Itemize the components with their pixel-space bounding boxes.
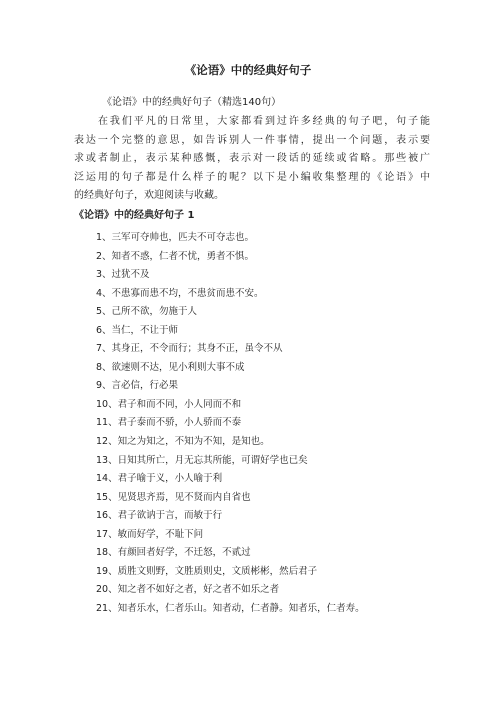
list-item: 4、不患寡而患不均，不患贫而患不安。 [96,287,264,299]
intro-line: 求或者制止，表示某种感慨，表示对一段话的延续或省略。那些被广 [74,153,430,164]
list-item: 8、欲速则不达，见小利则大事不成 [96,361,245,373]
list-item: 7、其身正，不令而行；其身不正，虽令不从 [96,343,283,355]
list-item: 10、君子和而不同，小人同而不和 [96,398,242,410]
intro-line: 表达一个完整的意思，如告诉别人一件事情，提出一个问题，表示要 [74,134,430,146]
list-item: 21、知者乐水，仁者乐山。知者动，仁者静。知者乐，仁者寿。 [96,602,365,614]
intro-line: 的经典好句子，欢迎阅读与收藏。 [74,190,224,201]
document-subtitle: 《论语》中的经典好句子（精选140句） [102,97,282,108]
list-item: 5、己所不欲，勿施于人 [96,306,198,318]
list-item: 11、君子泰而不骄，小人骄而不泰 [96,417,242,429]
intro-paragraph [74,113,430,206]
list-item: 20、知之者不如好之者，好之者不如乐之者 [96,584,280,596]
list-item: 13、日知其所亡，月无忘其所能，可谓好学也已矣 [96,454,308,466]
quote-list [96,229,365,618]
document-title: 《论语》中的经典好句子 [184,63,312,77]
list-item: 19、质胜文则野，文胜质则史，文质彬彬，然后君子 [96,565,318,577]
intro-line: 泛运用的句子都是什么样子的呢？以下是小编收集整理的《论语》中 [74,171,430,183]
list-item: 17、敏而好学，不耻下问 [96,528,204,540]
list-item: 16、君子欲讷于言，而敏于行 [96,510,223,522]
list-item: 12、知之为知之，不知为不知，是知也。 [96,436,270,448]
list-item: 18、有颜回者好学，不迁怒，不贰过 [96,547,251,559]
list-item: 14、君子喻于义，小人喻于利 [96,473,223,485]
list-item: 15、见贤思齐焉，见不贤而内自省也 [96,491,251,503]
list-item: 2、知者不惑，仁者不忧，勇者不惧。 [96,250,255,262]
list-item: 3、过犹不及 [96,269,150,281]
list-item: 9、言必信，行必果 [96,380,179,392]
list-item: 6、当仁，不让于师 [96,324,179,336]
intro-line: 在我们平凡的日常里，大家都看到过许多经典的句子吧，句子能 [98,116,430,127]
section-heading: 《论语》中的经典好句子 1 [74,210,195,221]
list-item: 1、三军可夺帅也，匹夫不可夺志也。 [96,232,255,243]
